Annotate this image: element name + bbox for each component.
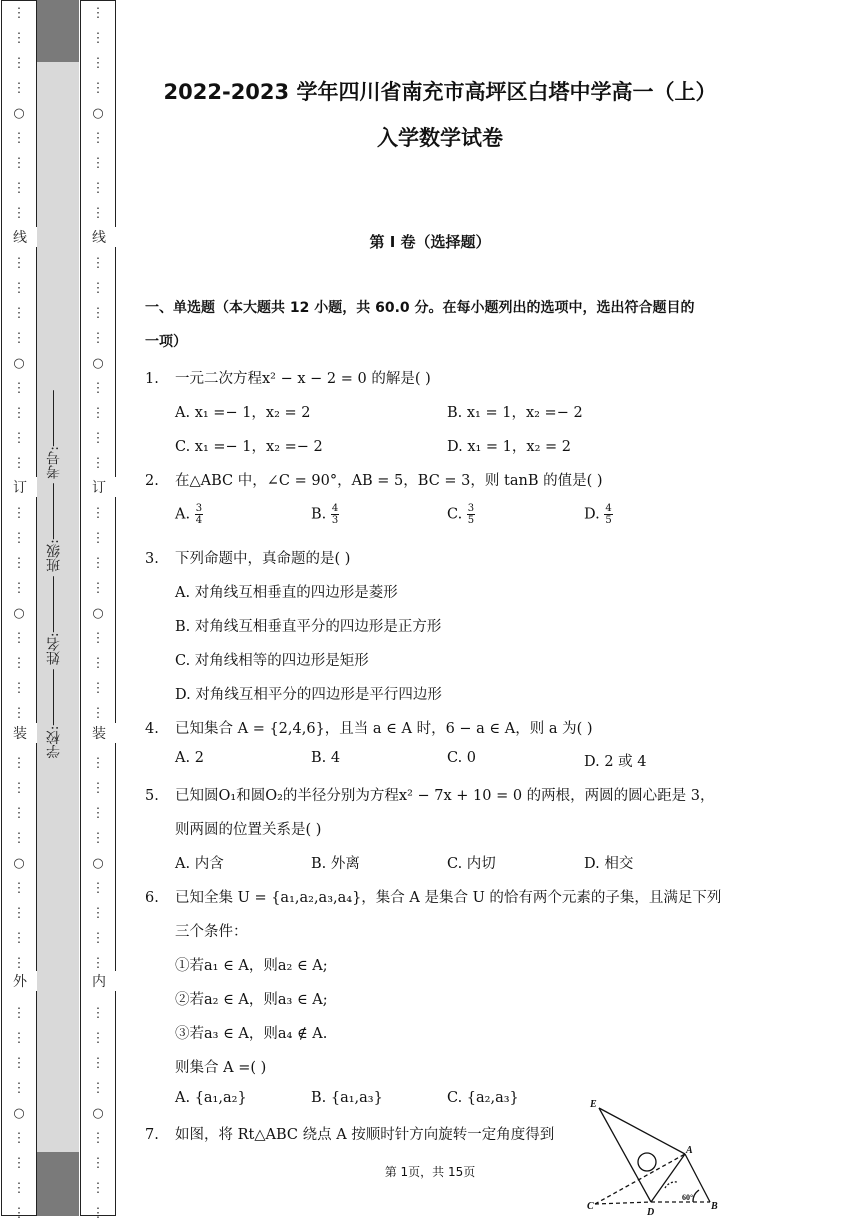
question-5: [145, 784, 715, 805]
question-stem: 已知圆O₁和圆O₂的半径分别为方程x² − 7x + 10 = 0 的两根，两圆的圆心距是 3，: [175, 788, 715, 804]
option-letter: A.: [175, 506, 191, 523]
q2-option-b[interactable]: [311, 503, 339, 526]
outer-label-bind: 装: [2, 723, 38, 743]
numerator: 4: [605, 503, 612, 514]
question-stem: 已知集合 A = {2,4,6}，且当 a ∈ A 时，6 − a ∈ A，则 a 为( ): [175, 721, 593, 737]
outer-binding-strip: [1, 0, 37, 1221]
name-label: 姓名:: [46, 632, 62, 666]
rotation-triangle-figure: [585, 1096, 725, 1216]
label-d: D: [647, 1207, 655, 1216]
outer-label-order: 订: [2, 477, 38, 497]
question-4: [145, 717, 593, 738]
exam-title-line1: 2022-2023 学年四川省南充市高坪区白塔中学高一（上）: [163, 80, 717, 104]
inner-label-line: 线: [81, 227, 117, 247]
q6-condition-1: ①若a₁ ∈ A，则a₂ ∈ A;: [175, 958, 328, 974]
question-number: 4.: [145, 721, 159, 737]
q3-option-b[interactable]: B. 对角线互相垂直平分的四边形是正方形: [175, 619, 442, 635]
q6-condition-3: ③若a₃ ∈ A，则a₄ ∉ A.: [175, 1026, 328, 1042]
q4-option-c[interactable]: C. 0: [447, 750, 477, 766]
angle-label: 60°: [682, 1193, 694, 1202]
question-stem: 一元二次方程x² − x − 2 = 0 的解是( ): [175, 371, 431, 387]
school-label: 学校:: [46, 725, 62, 759]
denominator: 3: [331, 515, 339, 526]
q3-option-a[interactable]: A. 对角线互相垂直的四边形是菱形: [175, 585, 398, 601]
label-c: C: [587, 1201, 594, 1212]
info-band-bottom-block: [37, 1152, 79, 1216]
question-7: [145, 1123, 554, 1144]
label-b: B: [711, 1201, 718, 1212]
numerator: 3: [195, 503, 203, 514]
q6-ask: 则集合 A =( ): [175, 1060, 267, 1076]
page-footer: 第 1页，共 15页: [384, 1165, 476, 1179]
denominator: 5: [467, 515, 475, 526]
q5-option-a[interactable]: A. 内含: [175, 856, 224, 872]
q4-option-a[interactable]: A. 2: [175, 750, 204, 766]
exam-no-blank[interactable]: [54, 390, 55, 446]
q6-condition-2: ②若a₂ ∈ A，则a₃ ∈ A;: [175, 992, 328, 1008]
outer-dot-column: ⋮ ⋮ ⋮ ⋮ ○ ⋮ ⋮ ⋮ ⋮ ⋮ ⋮ ⋮ ⋮ ○ ⋮ ⋮ ⋮ ⋮ ⋮ ⋮ ⋮ ⋮ ○ ⋮ ⋮ ⋮ ⋮ ⋮ ⋮ ⋮ ⋮ ○ ⋮ ⋮ ⋮ ⋮ ⋮ ⋮ ⋮ ⋮ ○ ⋮ ⋮ ⋮ ⋮: [12, 6, 26, 1221]
q6-option-b[interactable]: B. {a₁,a₃}: [311, 1090, 383, 1106]
fraction: [604, 503, 612, 526]
q2-option-d[interactable]: [584, 503, 613, 526]
question-stem: 已知全集 U = {a₁,a₂,a₃,a₄}，集合 A 是集合 U 的恰有两个元素的子集，且满足下列: [175, 890, 722, 906]
q1-option-c[interactable]: C. x₁ =− 1，x₂ =− 2: [175, 439, 323, 455]
numerator: 3: [467, 503, 475, 514]
question-6: [145, 886, 721, 907]
denominator: 4: [195, 515, 203, 526]
option-letter: D.: [584, 506, 600, 523]
inner-binding-strip: [80, 0, 116, 1221]
question-2: [145, 469, 603, 490]
q1-option-b[interactable]: B. x₁ = 1，x₂ =− 2: [447, 405, 583, 421]
school-blank[interactable]: [54, 670, 55, 726]
name-blank[interactable]: [54, 576, 55, 632]
q5-option-c[interactable]: C. 内切: [447, 856, 496, 872]
student-info-fields: [44, 390, 74, 758]
question-stem: 下列命题中，真命题的是( ): [175, 551, 351, 567]
exam-title-line2: 入学数学试卷: [377, 126, 503, 150]
inner-dot-column: ⋮ ⋮ ⋮ ⋮ ○ ⋮ ⋮ ⋮ ⋮ ⋮ ⋮ ⋮ ⋮ ○ ⋮ ⋮ ⋮ ⋮ ⋮ ⋮ ⋮ ⋮ ○ ⋮ ⋮ ⋮ ⋮ ⋮ ⋮ ⋮ ⋮ ○ ⋮ ⋮ ⋮ ⋮ ⋮ ⋮ ⋮ ⋮ ○ ⋮ ⋮ ⋮ ⋮: [91, 6, 105, 1221]
inner-label-inside: 内: [81, 971, 117, 991]
q5-option-d[interactable]: D. 相交: [584, 856, 634, 872]
outer-label-outside: 外: [2, 971, 38, 991]
inner-label-bind: 装: [81, 723, 117, 743]
q6-option-c[interactable]: C. {a₂,a₃}: [447, 1090, 519, 1106]
label-a: A: [686, 1145, 693, 1156]
q1-option-a[interactable]: A. x₁ =− 1，x₂ = 2: [175, 405, 311, 421]
class-label: 班级:: [46, 539, 62, 572]
option-letter: B.: [311, 506, 327, 523]
question-3: [145, 547, 350, 568]
question-number: 1.: [145, 371, 159, 387]
exam-no-label: 考号:: [46, 446, 62, 479]
q3-option-c[interactable]: C. 对角线相等的四边形是矩形: [175, 653, 369, 669]
fraction: [467, 503, 475, 526]
inner-label-order: 订: [81, 477, 117, 497]
question-5-stem-cont: 则两圆的位置关系是( ): [175, 822, 322, 838]
q2-option-a[interactable]: [175, 503, 203, 526]
info-band-top-block: [37, 0, 79, 62]
label-e: E: [590, 1099, 597, 1110]
question-stem: 在△ABC 中，∠C = 90°，AB = 5，BC = 3，则 tanB 的值是( ): [175, 473, 603, 489]
question-number: 7.: [145, 1127, 159, 1143]
q5-option-b[interactable]: B. 外离: [311, 856, 360, 872]
fraction: [331, 503, 339, 526]
fraction: [195, 503, 203, 526]
q3-option-d[interactable]: D. 对角线互相平分的四边形是平行四边形: [175, 687, 442, 703]
numerator: 4: [331, 503, 339, 514]
q4-option-d[interactable]: D. 2 或 4: [584, 754, 647, 770]
q4-option-b[interactable]: B. 4: [311, 750, 341, 766]
question-1: [145, 367, 431, 388]
question-number: 6.: [145, 890, 159, 906]
outer-label-line: 线: [2, 227, 38, 247]
question-number: 2.: [145, 473, 159, 489]
section-heading: [145, 291, 725, 359]
q1-option-d[interactable]: D. x₁ = 1，x₂ = 2: [447, 439, 571, 455]
question-number: 5.: [145, 788, 159, 804]
question-number: 3.: [145, 551, 159, 567]
class-blank[interactable]: [54, 483, 55, 539]
question-6-stem-cont: 三个条件：: [175, 924, 248, 940]
section-heading-line2: 一项）: [145, 334, 187, 350]
part-heading: 第 I 卷（选择题）: [369, 233, 491, 251]
denominator: 5: [605, 515, 612, 526]
section-heading-line1: 一、单选题（本大题共 12 小题，共 60.0 分。在每小题列出的选项中，选出符合题目的: [145, 300, 695, 316]
question-stem: 如图，将 Rt△ABC 绕点 A 按顺时针方向旋转一定角度得到: [175, 1127, 555, 1143]
q6-option-a[interactable]: A. {a₁,a₂}: [175, 1090, 247, 1106]
q2-option-c[interactable]: [447, 503, 475, 526]
option-letter: C.: [447, 506, 463, 523]
